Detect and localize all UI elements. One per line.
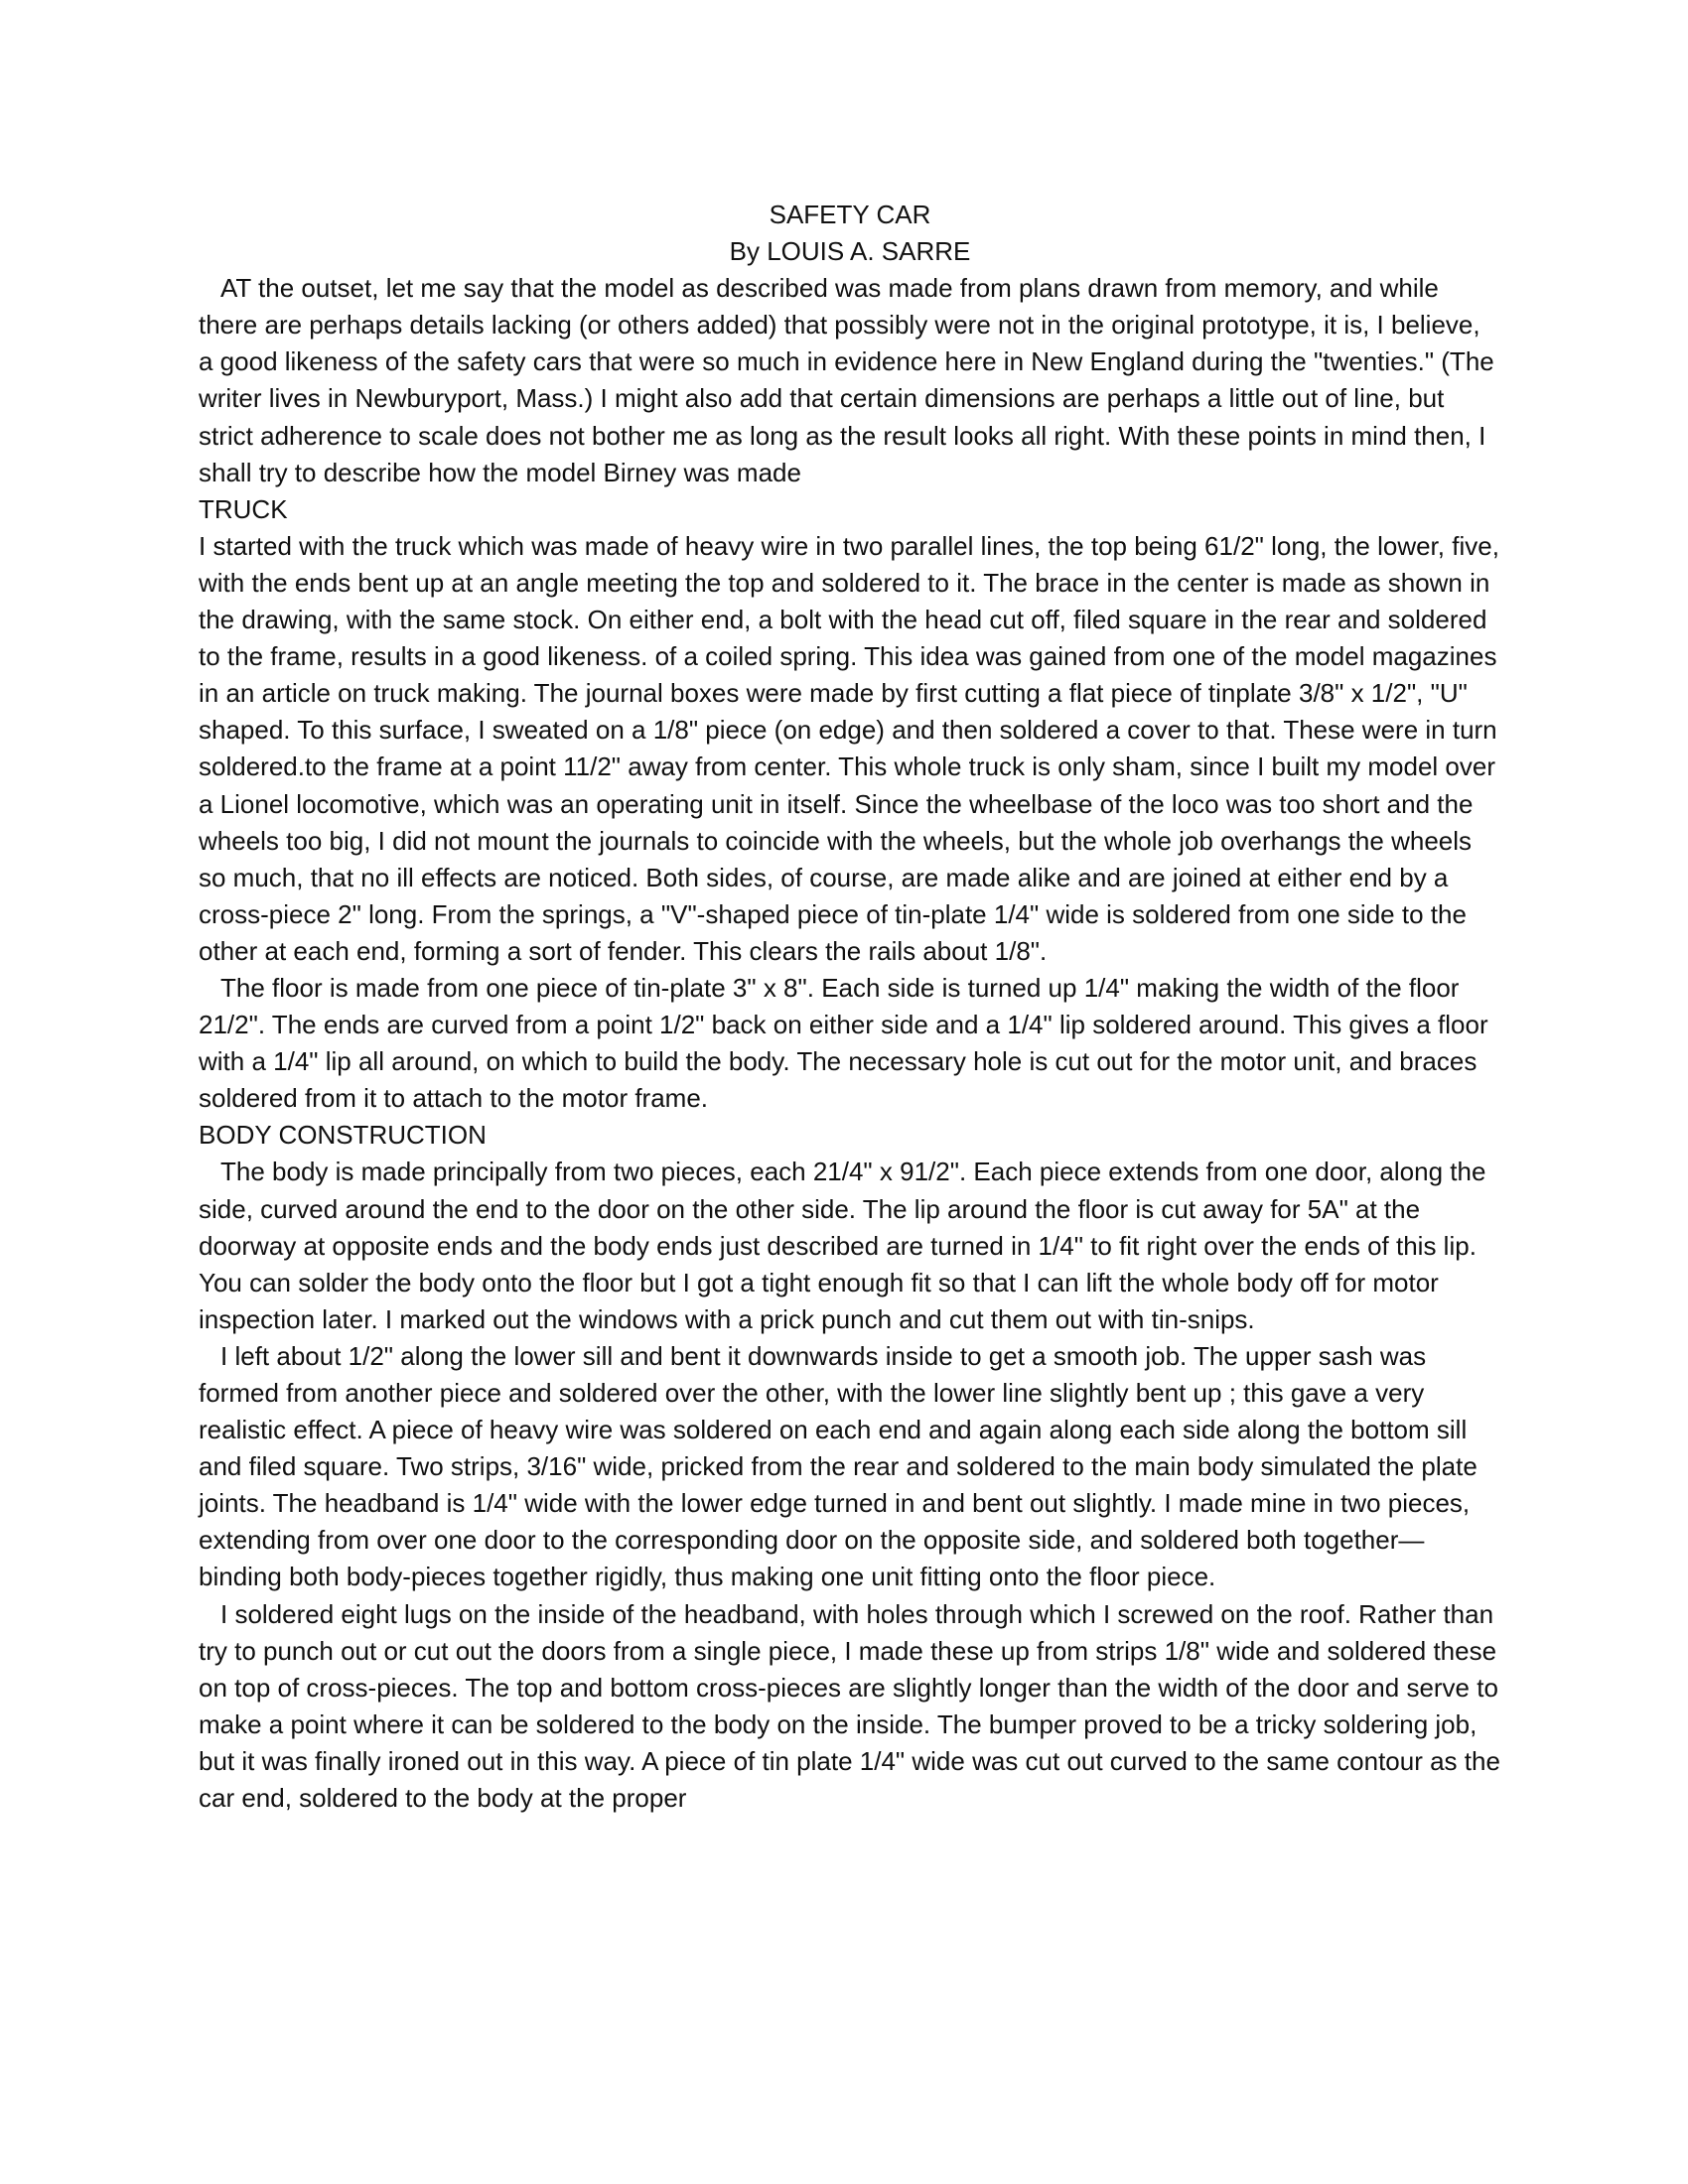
document-page [199,197,1501,1817]
paragraph-body-2: I left about 1/2" along the lower sill and bent it downwards inside to get a smooth job. The upper sash was formed from another piece and soldered over the other, with the lower line slightly bent up ; this gave a very realistic effect. A piece of heavy wire was soldered on each end and again along each side along the bottom sill and filed square. Two strips, 3/16" wide, pricked from the rear and soldered to the main body simulated the plate joints. The headband is 1/4" wide with the lower edge turned in and bent out slightly. I made mine in two pieces, extending from over one door to the corresponding door on the opposite side, and soldered both together—binding both body-pieces together rigidly, thus making one unit fitting onto the floor piece. [199,1340,1477,1592]
paragraph-body-1: The body is made principally from two pieces, each 21/4" x 91/2". Each piece extends from one door, along the side, curved around the end to the door on the other side. The lip around the floor is cut away for 5A" at the doorway at opposite ends and the body ends just described are turned in 1/4" to fit right over the ends of this lip. You can solder the body onto the floor but I got a tight enough fit so that I can lift the whole body off for motor inspection later. I marked out the windows with a prick punch and cut them out with tin-snips. [199,1157,1486,1334]
paragraph-truck-2: The floor is made from one piece of tin-plate 3" x 8". Each side is turned up 1/4" making the width of the floor 21/2". The ends are curved from a point 1/2" back on either side and a 1/4" lip soldered around. This gives a floor with a 1/4" lip all around, on which to build the body. The necessary hole is cut out for the motor unit, and braces soldered from it to attach to the motor frame. [199,972,1488,1114]
article-title: SAFETY CAR [769,200,931,229]
paragraph-body-3: I soldered eight lugs on the inside of the headband, with holes through which I screwed on the roof. Rather than try to punch out or cut out the doors from a single piece, I made these up from strips 1/8" wide and soldered these on top of cross-pieces. The top and bottom cross-pieces are slightly longer than the width of the door and serve to make a point where it can be soldered to the body on the inside. The bumper proved to be a tricky soldering job, but it was finally ironed out in this way. A piece of tin plate 1/4" wide was cut out curved to the same contour as the car end, soldered to the body at the proper [199,1598,1500,1814]
section-heading-body-construction: BODY CONSTRUCTION [199,1120,487,1151]
section-heading-truck: TRUCK [199,493,288,524]
article-byline: By LOUIS A. SARRE [729,236,971,267]
paragraph-truck-1: I started with the truck which was made of heavy wire in two parallel lines, the top being 61/2" long, the lower, five, with the ends bent up at an angle meeting the top and soldered to it. The brace in the center is made as shown in the drawing, with the same stock. On either end, a bolt with the head cut off, filed square in the rear and soldered to the frame, results in a good likeness. of a coiled spring. This idea was gained from one of the model magazines in an article on truck making. The journal boxes were made by first cutting a flat piece of tinplate 3/8" x 1/2", "U" shaped. To this surface, I sweated on a 1/8" piece (on edge) and then soldered a cover to that. These were in turn soldered.to the frame at a point 11/2" away from center. This whole truck is only sham, since I built my model over a Lionel locomotive, which was an operating unit in itself. Since the wheelbase of the loco was too short and the wheels too big, I did not mount the journals to coincide with the wheels, but the whole job overhangs the wheels so much, that no ill effects are noticed. Both sides, of course, are made alike and are joined at either end by a cross-piece 2" long. From the springs, a "V"-shaped piece of tin-plate 1/4" wide is soldered from one side to the other at each end, forming a sort of fender. This clears the rails about 1/8". [199,530,1499,966]
paragraph-intro: AT the outset, let me say that the model as described was made from plans drawn from memory, and while there are perhaps details lacking (or others added) that possibly were not in the original prototype, it is, I believe, a good likeness of the safety cars that were so much in evidence here in New England during the "twenties." (The writer lives in Newburyport, Mass.) I might also add that certain dimensions are perhaps a little out of line, but strict adherence to scale does not bother me as long as the result looks all right. With these points in mind then, I shall try to describe how the model Birney was made [199,273,1494,487]
